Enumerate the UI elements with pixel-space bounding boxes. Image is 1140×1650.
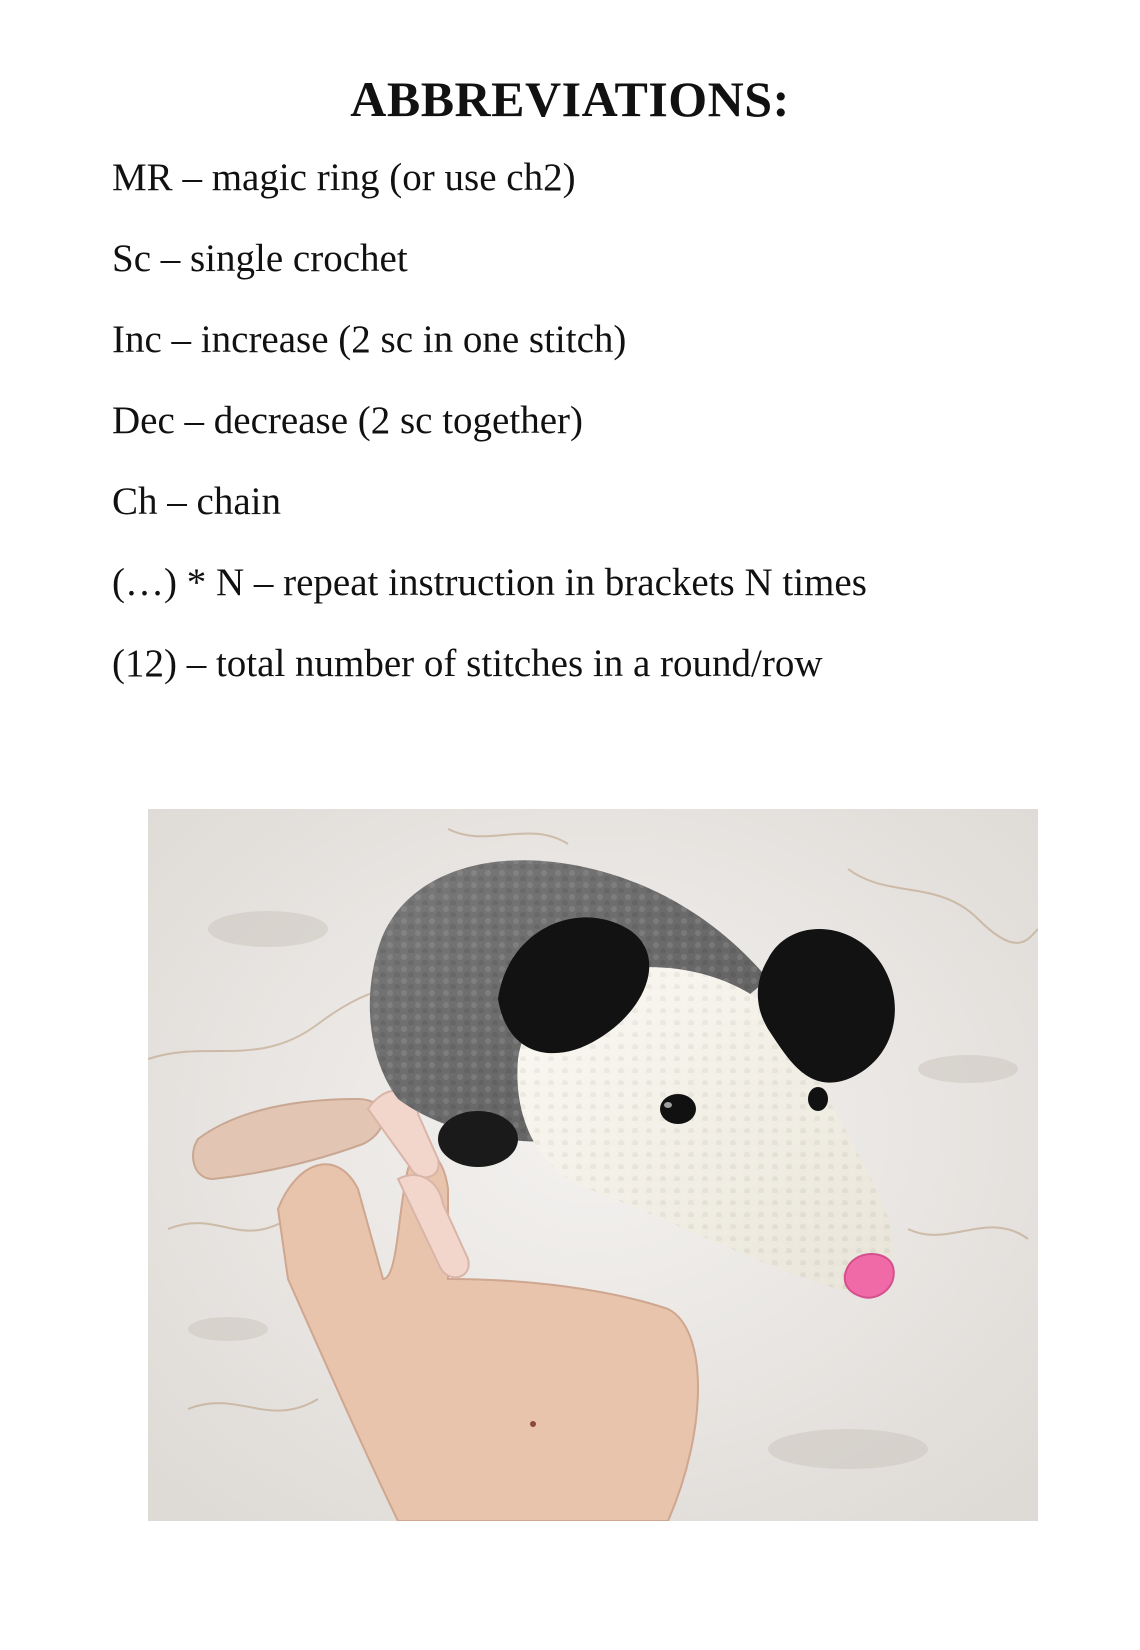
opossum-illustration: [148, 809, 1038, 1521]
abbreviation-stitch-count: (12) – total number of stitches in a round/row: [112, 642, 823, 685]
front-leg: [438, 1111, 518, 1167]
abbreviation-repeat: (…) * N – repeat instruction in brackets N times: [112, 561, 867, 604]
pink-nose: [845, 1254, 894, 1298]
abbreviation-dec: Dec – decrease (2 sc together): [112, 399, 583, 442]
opossum-photo: [148, 809, 1038, 1521]
abbreviation-mr: MR – magic ring (or use ch2): [112, 156, 576, 199]
abbreviation-ch: Ch – chain: [112, 480, 281, 523]
left-eye-glint: [664, 1102, 672, 1108]
left-eye: [660, 1094, 696, 1124]
abbreviations-list: [112, 158, 867, 725]
right-eye: [808, 1087, 828, 1111]
abbreviation-inc: Inc – increase (2 sc in one stitch): [112, 318, 627, 361]
abbreviation-sc: Sc – single crochet: [112, 237, 408, 280]
page-title: ABBREVIATIONS:: [350, 71, 790, 127]
